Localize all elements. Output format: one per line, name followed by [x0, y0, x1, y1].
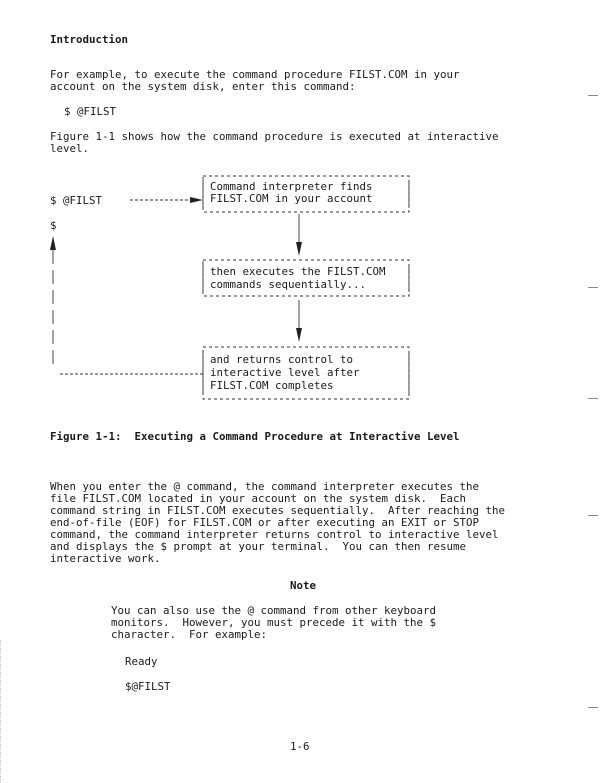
explanation-line-1: When you enter the @ command, the command interpreter executes the: [50, 480, 480, 493]
explanation-line-3: command string in FILST.COM executes sequentially. After reaching the: [50, 504, 506, 517]
arrow-box-1-to-box-2: [296, 214, 302, 256]
margin-tick: [588, 707, 598, 708]
command-example: $ @FILST: [64, 105, 117, 118]
note-line-2: monitors. However, you must precede it with the $: [111, 616, 437, 629]
page-number: 1-6: [290, 740, 310, 753]
box-3-line-3: FILST.COM completes: [210, 379, 334, 392]
note-line-1: You can also use the @ command from other keyboard: [111, 604, 437, 617]
note-line-3: character. For example:: [111, 628, 268, 641]
explanation-line-7: interactive work.: [50, 552, 161, 565]
explanation-line-5: command, the command interpreter returns control to interactive level: [50, 528, 499, 541]
paragraph-1-line-1: For example, to execute the command procedure FILST.COM in your: [50, 68, 460, 81]
arrow-box-2-to-box-3: [296, 300, 302, 342]
note-example-command: $@FILST: [125, 680, 171, 693]
explanation-line-2: file FILST.COM located in your account on the system disk. Each: [50, 492, 467, 505]
note-heading: Note: [290, 579, 317, 592]
box-2-line-2: commands sequentially...: [210, 278, 367, 291]
box-3-line-2: interactive level after: [210, 366, 360, 379]
explanation-line-6: and displays the $ prompt at your terminal. You can then resume: [50, 540, 467, 553]
box-1-line-2: FILST.COM in your account: [210, 192, 373, 205]
section-header: Introduction: [50, 33, 129, 46]
paragraph-2-line-1: Figure 1-1 shows how the command procedure is executed at interactive: [50, 130, 499, 143]
margin-tick: [588, 398, 598, 399]
box-1-line-1: Command interpreter finds: [210, 180, 373, 193]
box-2-line-1: then executes the FILST.COM: [210, 265, 386, 278]
figure-caption: Figure 1-1: Executing a Command Procedure at Interactive Level: [50, 430, 460, 443]
figure-left-command: $ @FILST: [50, 194, 103, 207]
paragraph-1-line-2: account on the system disk, enter this command:: [50, 80, 356, 93]
explanation-line-4: end-of-file (EOF) for FILST.COM or after executing an EXIT or STOP: [50, 516, 480, 529]
margin-tick: [588, 95, 598, 96]
margin-tick: [588, 287, 598, 288]
box-3-line-1: and returns control to: [210, 353, 354, 366]
note-example-ready: Ready: [125, 655, 158, 668]
figure-left-prompt: $: [50, 219, 57, 232]
binding-edge: [0, 640, 3, 783]
margin-tick: [588, 515, 598, 516]
arrow-to-box-1: [130, 197, 203, 203]
paragraph-2-line-2: level.: [50, 142, 90, 155]
return-path: [50, 236, 203, 374]
